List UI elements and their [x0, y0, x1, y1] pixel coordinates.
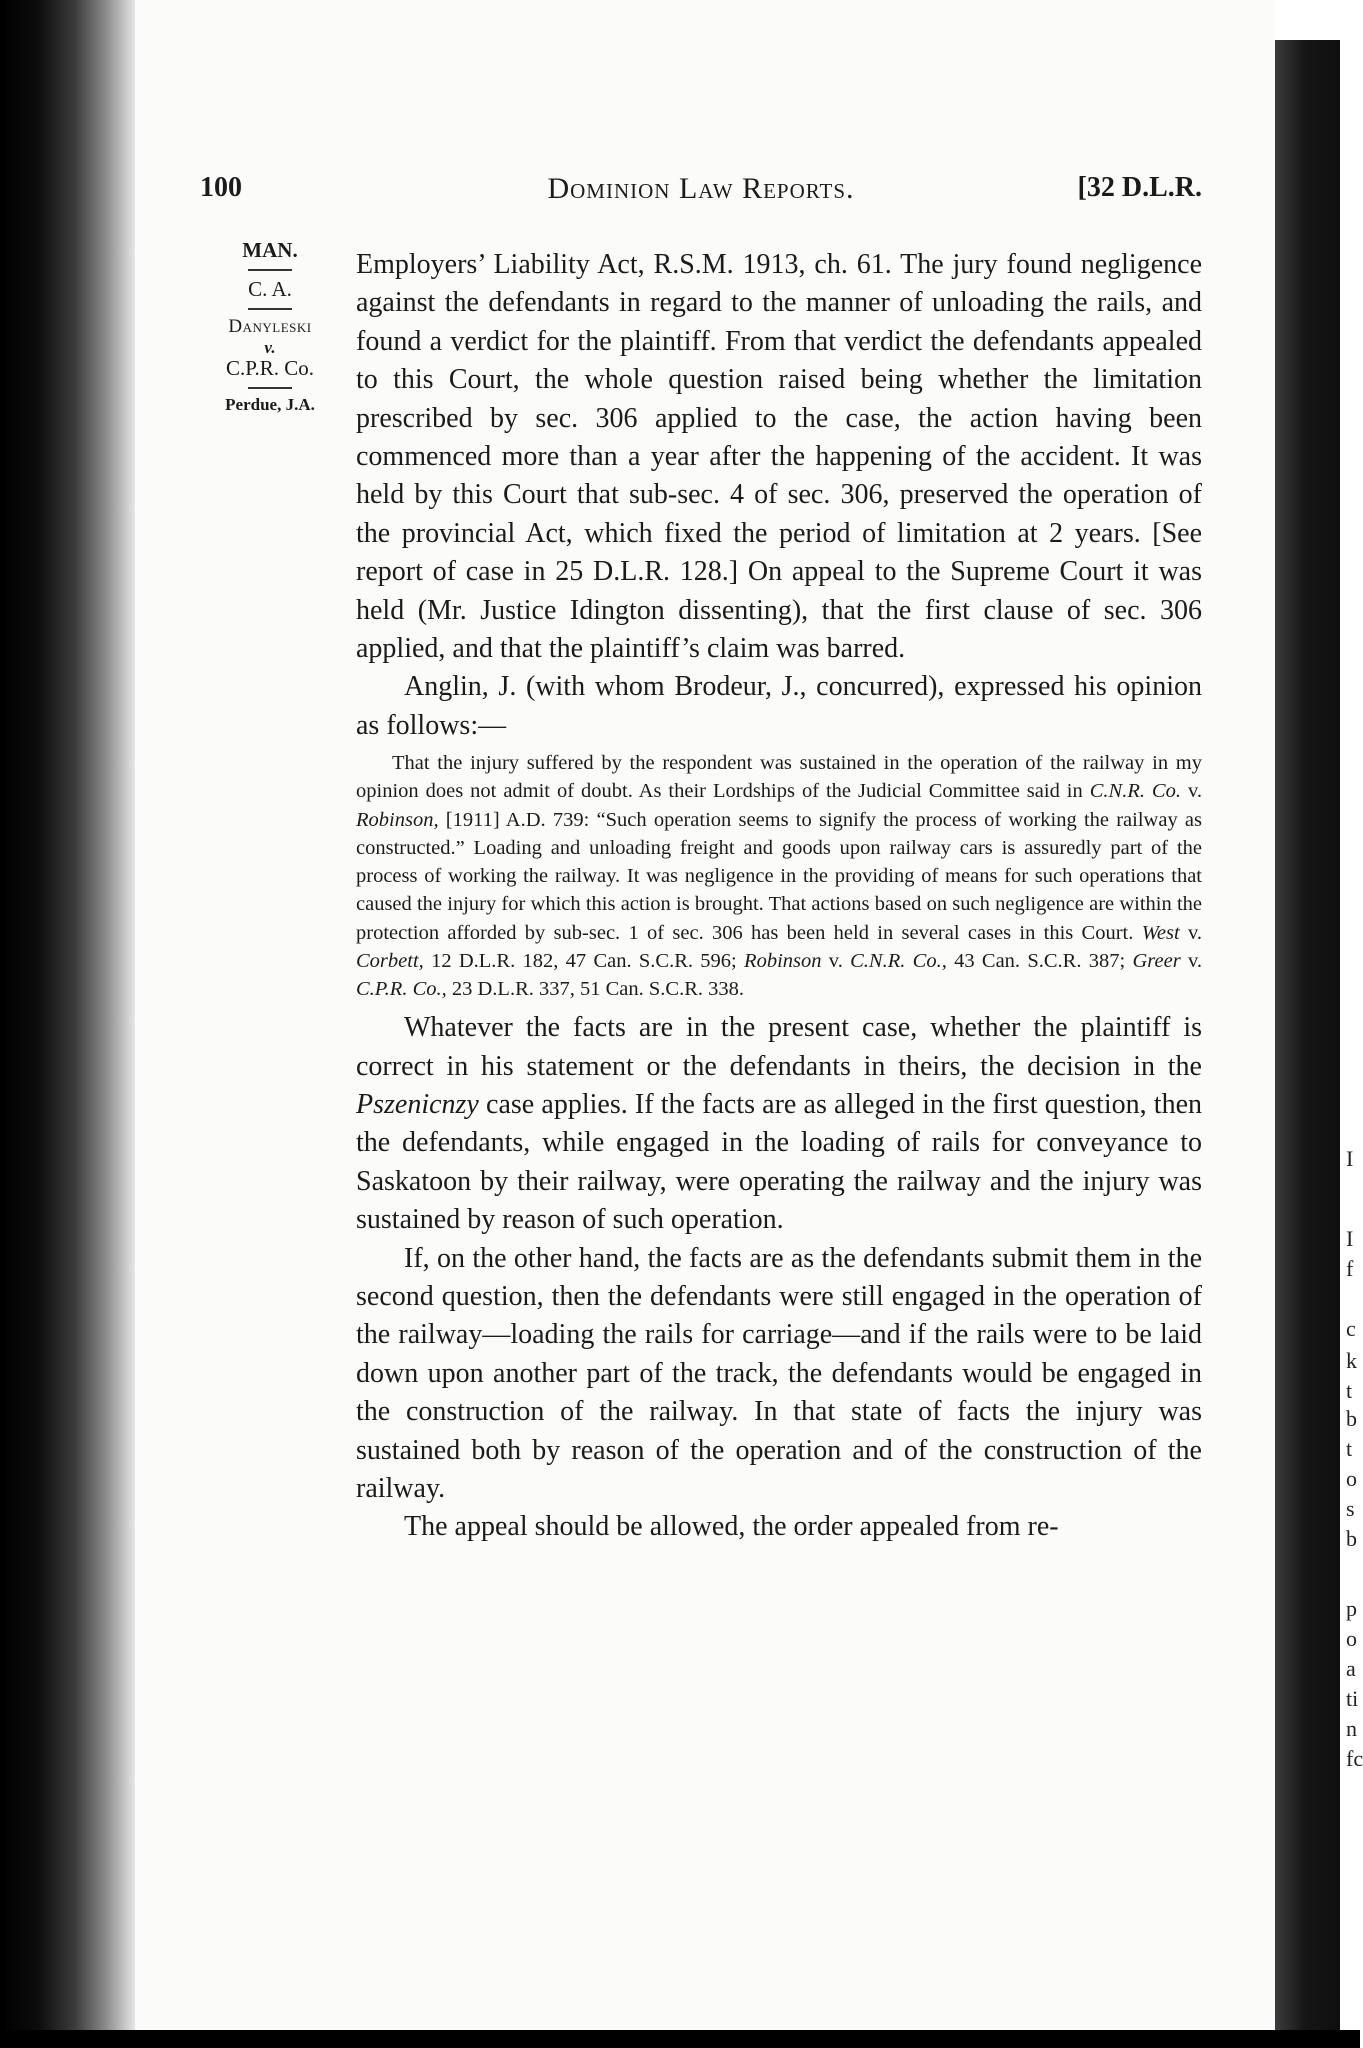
- case-name: C.N.R. Co.: [1089, 780, 1181, 803]
- bleed-letter: k: [1346, 1348, 1357, 1373]
- margin-rule: [248, 308, 292, 310]
- block-quote: [356, 749, 1202, 1003]
- margin-case-party1: Danyleski: [228, 316, 312, 338]
- bleed-letter: p: [1346, 1596, 1357, 1621]
- running-header: [200, 172, 1202, 212]
- bleed-letter: n: [1346, 1716, 1357, 1741]
- volume-reference: [32 D.L.R.: [1077, 172, 1202, 203]
- paragraph: Employers’ Liability Act, R.S.M. 1913, ch. 61. The jury found negligence against the defendants in regard to the manner of unloading the rails, and found a verdict for the plaintiff. From that verdict the defendants appealed to this Court, the whole question raised being whether the limitation prescribed by sec. 306 applied to the case, the action having been commenced more than a year after the happening of the accident. It was held by this Court that sub-sec. 4 of sec. 306, preserved the operation of the provincial Act, which fixed the period of limitation at 2 years. [See report of case in 25 D.L.R. 128.] On appeal to the Supreme Court it was held (Mr. Justice Idington dissenting), that the first clause of sec. 306 applied, and that the plaintiff’s claim was barred.: [356, 249, 1202, 665]
- margin-court: MAN.: [242, 238, 298, 262]
- quote-text: 23 D.L.R. 337, 51 Can. S.C.R. 338.: [446, 977, 745, 1000]
- quote-text: 12 D.L.R. 182, 47 Can. S.C.R. 596;: [423, 949, 745, 972]
- bleed-letter: c: [1346, 1316, 1356, 1341]
- bleed-letter: o: [1346, 1626, 1357, 1651]
- margin-case-party2: C.P.R. Co.: [225, 356, 315, 381]
- bleed-letter: fc: [1346, 1746, 1363, 1771]
- margin-rule: [248, 269, 292, 271]
- margin-division: C. A.: [248, 277, 292, 302]
- case-name: C.P.R. Co.,: [356, 977, 447, 1000]
- paragraph-text: Whatever the facts are in the present case, whether the plaintiff is correct in his statement or the defendants in theirs, the decision in the: [356, 1012, 1202, 1082]
- bleed-letter: t: [1346, 1378, 1353, 1403]
- paragraph: Anglin, J. (with whom Brodeur, J., concurred), expressed his opinion as follows:—: [356, 671, 1202, 741]
- quote-text: v.: [1179, 921, 1202, 944]
- bleed-letter: b: [1346, 1406, 1357, 1431]
- bleed-letter: b: [1346, 1526, 1357, 1551]
- bleed-letter: o: [1346, 1466, 1357, 1491]
- main-text: [356, 246, 1202, 1547]
- case-name: Robinson,: [356, 808, 439, 831]
- bleed-letter: a: [1346, 1656, 1356, 1681]
- quote-text: That the injury suffered by the respondent was sustained in the operation of the railway in my opinion does not admit of doubt. As their Lordships of the Judicial Committee said in: [356, 752, 1202, 803]
- margin-judge: Perdue, J.A.: [225, 395, 315, 415]
- bleed-letter: I: [1346, 1226, 1354, 1251]
- case-name: Robinson: [744, 949, 822, 972]
- quote-text: v.: [1180, 780, 1202, 803]
- paragraph-text: case applies. If the facts are as alleged in the first question, then the defendants, while engaged in the loading of rails for conveyance to Saskatoon by their railway, were operating the railway and the injury was sustained by reason of such operation.: [356, 1088, 1202, 1236]
- case-name: Corbett,: [356, 949, 424, 972]
- running-title: Dominion Law Reports.: [547, 172, 855, 205]
- margin-notes: [205, 238, 335, 416]
- quote-text: [1911] A.D. 739: “Such operation seems to signify the process of working the railway as constructed.” Loading and unloading freight and goods upon railway cars is assuredly part of the process of working the railway. It was negligence in the providing of means for such operations that caused the injury for which this action is brought. That actions based on such negligence are within the protection afforded by sub-sec. 1 of sec. 306 has been held in several cases in this Court.: [356, 808, 1202, 944]
- case-name: C.N.R. Co.,: [850, 949, 947, 972]
- bleed-letter: f: [1346, 1256, 1354, 1281]
- bleed-letter: ti: [1346, 1686, 1359, 1711]
- page-number: 100: [200, 172, 242, 203]
- paragraph: If, on the other hand, the facts are as the defendants submit them in the second question, then the defendants were still engaged in the operation of the railway—loading the rails for carriage—and if the rails were to be laid down upon another part of the track, the defendants would be engaged in the construction of the railway. In that state of facts the injury was sustained both by reason of the operation and of the construction of the railway.: [356, 1242, 1202, 1504]
- scan-bottom-edge: [0, 2030, 1360, 2048]
- margin-rule: [248, 387, 292, 389]
- bleed-letter: t: [1346, 1436, 1353, 1461]
- quote-text: v.: [821, 949, 851, 972]
- bleed-letter: s: [1346, 1496, 1355, 1521]
- quote-text: 43 Can. S.C.R. 387;: [946, 949, 1133, 972]
- book-gutter-left: [0, 0, 135, 2048]
- paragraph: The appeal should be allowed, the order appealed from re-: [404, 1511, 1059, 1543]
- paragraph: [356, 1009, 1202, 1239]
- bleed-letter: I: [1346, 1146, 1354, 1171]
- margin-case-v: v.: [264, 338, 276, 358]
- quote-text: v.: [1180, 949, 1203, 972]
- case-name: West: [1141, 921, 1180, 944]
- case-name: Greer: [1132, 949, 1181, 972]
- case-name: Pszenicnzy: [356, 1088, 479, 1120]
